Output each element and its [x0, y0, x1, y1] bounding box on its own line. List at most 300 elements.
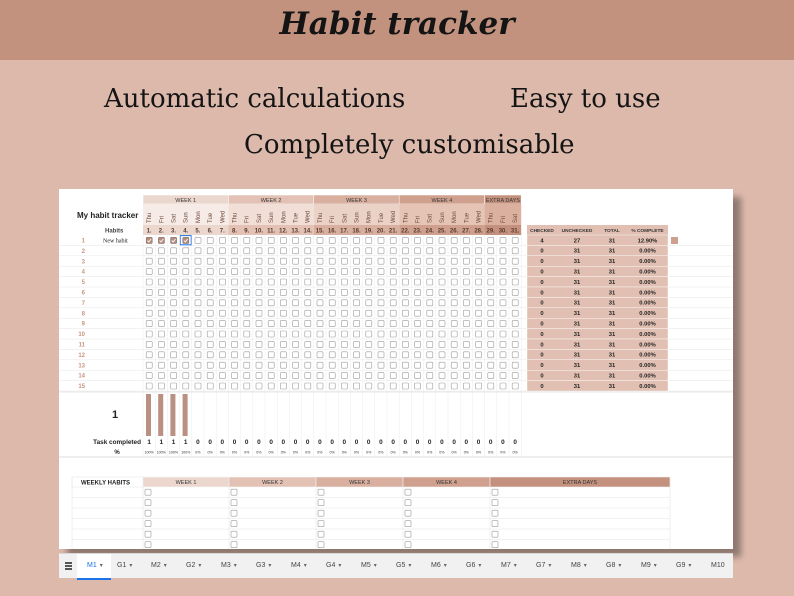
sheet-tab-m2[interactable]	[141, 554, 175, 578]
habit-checkbox[interactable]	[329, 383, 335, 389]
habit-checkbox[interactable]	[512, 373, 518, 379]
habit-checkbox[interactable]	[439, 321, 445, 327]
habit-checkbox[interactable]	[476, 331, 482, 337]
habit-checkbox[interactable]	[305, 248, 311, 254]
habit-checkbox[interactable]	[463, 269, 469, 275]
habit-checkbox[interactable]	[366, 279, 372, 285]
habit-checkbox[interactable]	[354, 373, 360, 379]
habit-checkbox[interactable]	[415, 310, 421, 316]
habit-checkbox[interactable]	[354, 352, 360, 358]
habit-checkbox[interactable]	[439, 258, 445, 264]
habit-checkbox[interactable]	[244, 289, 250, 295]
habit-checkbox[interactable]	[427, 258, 433, 264]
habit-checkbox[interactable]	[207, 362, 213, 368]
habit-checkbox[interactable]	[158, 289, 164, 295]
habit-checkbox[interactable]	[317, 289, 323, 295]
tab-menu-caret-icon[interactable]: ▾	[478, 563, 482, 569]
habit-checkbox[interactable]	[512, 321, 518, 327]
habit-checkbox[interactable]	[232, 279, 238, 285]
habit-checkbox[interactable]	[219, 373, 225, 379]
habit-checkbox[interactable]	[268, 237, 274, 243]
weekly-checkbox[interactable]	[318, 500, 324, 506]
habit-checkbox[interactable]	[512, 258, 518, 264]
habit-checkbox[interactable]	[219, 352, 225, 358]
habit-checkbox[interactable]	[280, 258, 286, 264]
habit-checkbox[interactable]	[415, 248, 421, 254]
habit-checkbox[interactable]	[219, 341, 225, 347]
habit-checkbox[interactable]	[207, 373, 213, 379]
habit-checkbox[interactable]	[378, 341, 384, 347]
habit-checkbox[interactable]	[232, 258, 238, 264]
tab-menu-caret-icon[interactable]: ▾	[443, 563, 447, 569]
habit-checkbox[interactable]	[232, 383, 238, 389]
habit-checkbox[interactable]	[146, 341, 152, 347]
tab-menu-caret-icon[interactable]: ▾	[548, 563, 552, 569]
habit-checkbox[interactable]	[280, 373, 286, 379]
habit-checkbox[interactable]	[171, 248, 177, 254]
habit-checkbox[interactable]	[293, 383, 299, 389]
weekly-checkbox[interactable]	[145, 531, 151, 537]
weekly-checkbox[interactable]	[318, 510, 324, 516]
habit-checkbox[interactable]	[390, 300, 396, 306]
habit-checkbox[interactable]	[366, 248, 372, 254]
habit-checkbox[interactable]	[341, 237, 347, 243]
habit-checkbox[interactable]	[402, 341, 408, 347]
habit-checkbox[interactable]	[232, 362, 238, 368]
weekly-checkbox[interactable]	[231, 542, 237, 548]
sheet-tab-g6[interactable]	[456, 554, 490, 578]
weekly-checkbox[interactable]	[145, 500, 151, 506]
habit-checkbox[interactable]	[390, 331, 396, 337]
habit-checkbox[interactable]	[476, 383, 482, 389]
all-sheets-icon[interactable]	[65, 562, 72, 569]
habit-checkbox[interactable]	[366, 310, 372, 316]
habit-checkbox[interactable]	[341, 383, 347, 389]
habit-checkbox[interactable]	[244, 237, 250, 243]
habit-checkbox[interactable]	[219, 300, 225, 306]
habit-checkbox[interactable]	[378, 248, 384, 254]
habit-checkbox[interactable]	[293, 237, 299, 243]
habit-checkbox[interactable]	[402, 258, 408, 264]
habit-checkbox[interactable]	[280, 352, 286, 358]
habit-checkbox[interactable]	[427, 352, 433, 358]
habit-checkbox[interactable]	[500, 269, 506, 275]
weekly-checkbox[interactable]	[492, 510, 498, 516]
habit-checkbox[interactable]	[207, 331, 213, 337]
habit-checkbox[interactable]	[329, 331, 335, 337]
habit-checkbox[interactable]	[512, 237, 518, 243]
habit-checkbox[interactable]	[451, 373, 457, 379]
habit-checkbox[interactable]	[280, 248, 286, 254]
weekly-checkbox[interactable]	[405, 521, 411, 527]
habit-checkbox[interactable]	[451, 237, 457, 243]
habit-checkbox[interactable]	[463, 248, 469, 254]
habit-checkbox[interactable]	[171, 269, 177, 275]
habit-checkbox[interactable]	[317, 279, 323, 285]
habit-checkbox[interactable]	[415, 321, 421, 327]
habit-checkbox[interactable]	[171, 258, 177, 264]
habit-checkbox[interactable]	[427, 341, 433, 347]
habit-checkbox[interactable]	[268, 331, 274, 337]
habit-checkbox[interactable]	[354, 237, 360, 243]
habit-checkbox[interactable]	[293, 341, 299, 347]
habit-checkbox[interactable]	[329, 352, 335, 358]
habit-checkbox[interactable]	[476, 300, 482, 306]
tab-menu-caret-icon[interactable]: ▾	[688, 563, 692, 569]
habit-checkbox[interactable]	[244, 248, 250, 254]
habit-checkbox[interactable]	[256, 300, 262, 306]
habit-checkbox[interactable]	[232, 331, 238, 337]
tab-menu-caret-icon[interactable]: ▾	[583, 563, 587, 569]
habit-checkbox[interactable]	[378, 279, 384, 285]
habit-checkbox[interactable]	[354, 300, 360, 306]
habit-checkbox[interactable]	[244, 310, 250, 316]
habit-checkbox[interactable]	[488, 362, 494, 368]
habit-checkbox[interactable]	[183, 258, 189, 264]
habit-checkbox[interactable]	[378, 237, 384, 243]
habit-checkbox[interactable]	[232, 269, 238, 275]
tab-menu-caret-icon[interactable]: ▾	[408, 563, 412, 569]
habit-checkbox[interactable]	[280, 362, 286, 368]
habit-checkbox[interactable]	[256, 373, 262, 379]
habit-checkbox[interactable]	[305, 321, 311, 327]
habit-checkbox[interactable]	[476, 341, 482, 347]
habit-checkbox[interactable]	[415, 300, 421, 306]
sheet-tab-g7[interactable]	[526, 554, 560, 578]
habit-checkbox[interactable]	[463, 331, 469, 337]
habit-checkbox[interactable]	[390, 352, 396, 358]
habit-checkbox[interactable]	[268, 341, 274, 347]
habit-checkbox[interactable]	[256, 258, 262, 264]
habit-checkbox[interactable]	[366, 383, 372, 389]
habit-checkbox[interactable]	[317, 237, 323, 243]
habit-checkbox[interactable]	[451, 279, 457, 285]
habit-checkbox[interactable]	[500, 300, 506, 306]
habit-checkbox[interactable]	[463, 258, 469, 264]
habit-checkbox[interactable]	[158, 352, 164, 358]
habit-checkbox[interactable]	[305, 383, 311, 389]
habit-checkbox[interactable]	[256, 248, 262, 254]
habit-checkbox[interactable]	[415, 362, 421, 368]
habit-checkbox[interactable]	[476, 279, 482, 285]
habit-checkbox[interactable]	[488, 258, 494, 264]
tab-menu-caret-icon[interactable]: ▾	[99, 563, 103, 569]
habit-checkbox[interactable]	[402, 373, 408, 379]
habit-checkbox[interactable]	[378, 373, 384, 379]
habit-checkbox[interactable]	[195, 383, 201, 389]
habit-checkbox[interactable]	[195, 269, 201, 275]
habit-checkbox[interactable]	[500, 352, 506, 358]
habit-checkbox[interactable]	[268, 289, 274, 295]
habit-checkbox[interactable]	[146, 373, 152, 379]
habit-checkbox[interactable]	[500, 258, 506, 264]
habit-checkbox[interactable]	[268, 258, 274, 264]
habit-checkbox[interactable]	[207, 341, 213, 347]
habit-checkbox[interactable]	[219, 258, 225, 264]
habit-checkbox[interactable]	[366, 321, 372, 327]
habit-checkbox[interactable]	[476, 310, 482, 316]
habit-checkbox[interactable]	[305, 331, 311, 337]
habit-checkbox[interactable]	[439, 362, 445, 368]
weekly-checkbox[interactable]	[318, 531, 324, 537]
habit-checkbox[interactable]	[158, 310, 164, 316]
habit-checkbox[interactable]	[256, 237, 262, 243]
habit-checkbox[interactable]	[183, 373, 189, 379]
sheet-tab-m6[interactable]	[421, 554, 455, 578]
habit-checkbox[interactable]	[427, 362, 433, 368]
weekly-checkbox[interactable]	[492, 489, 498, 495]
habit-checkbox[interactable]	[366, 258, 372, 264]
habit-checkbox[interactable]	[280, 279, 286, 285]
habit-checkbox[interactable]	[427, 279, 433, 285]
habit-checkbox[interactable]	[171, 341, 177, 347]
habit-checkbox[interactable]	[256, 331, 262, 337]
habit-checkbox[interactable]	[256, 362, 262, 368]
habit-checkbox[interactable]	[256, 352, 262, 358]
sheet-tab-m5[interactable]	[351, 554, 385, 578]
sheet-tab-m10[interactable]	[701, 554, 735, 578]
habit-checkbox[interactable]	[195, 300, 201, 306]
habit-checkbox[interactable]	[256, 279, 262, 285]
sheet-tab-g9[interactable]	[666, 554, 700, 578]
habit-checkbox[interactable]	[256, 269, 262, 275]
habit-checkbox[interactable]	[207, 248, 213, 254]
habit-checkbox[interactable]	[439, 279, 445, 285]
habit-checkbox[interactable]	[207, 289, 213, 295]
tab-menu-caret-icon[interactable]: ▾	[268, 563, 272, 569]
habit-checkbox[interactable]	[305, 269, 311, 275]
habit-checkbox[interactable]	[427, 383, 433, 389]
habit-checkbox[interactable]	[183, 300, 189, 306]
habit-checkbox[interactable]	[268, 373, 274, 379]
tab-menu-caret-icon[interactable]: ▾	[513, 563, 517, 569]
habit-checkbox[interactable]	[232, 321, 238, 327]
habit-checkbox[interactable]	[463, 289, 469, 295]
habit-checkbox[interactable]	[244, 300, 250, 306]
habit-checkbox[interactable]	[219, 362, 225, 368]
habit-checkbox[interactable]	[329, 289, 335, 295]
habit-checkbox[interactable]	[158, 258, 164, 264]
habit-checkbox[interactable]	[207, 269, 213, 275]
habit-checkbox[interactable]	[402, 289, 408, 295]
habit-checkbox[interactable]	[183, 310, 189, 316]
habit-checkbox[interactable]	[512, 383, 518, 389]
habit-checkbox[interactable]	[219, 383, 225, 389]
sheet-tab-g3[interactable]	[246, 554, 280, 578]
habit-checkbox[interactable]	[463, 362, 469, 368]
habit-checkbox[interactable]	[207, 279, 213, 285]
habit-checkbox[interactable]	[207, 383, 213, 389]
habit-checkbox[interactable]	[158, 341, 164, 347]
habit-checkbox[interactable]	[402, 310, 408, 316]
habit-checkbox[interactable]	[341, 352, 347, 358]
habit-checkbox[interactable]	[195, 341, 201, 347]
habit-checkbox[interactable]	[476, 362, 482, 368]
habit-checkbox[interactable]	[451, 331, 457, 337]
habit-checkbox[interactable]	[500, 248, 506, 254]
habit-checkbox[interactable]	[488, 300, 494, 306]
habit-checkbox[interactable]	[427, 310, 433, 316]
habit-checkbox[interactable]	[366, 362, 372, 368]
habit-checkbox[interactable]	[232, 352, 238, 358]
habit-checkbox[interactable]	[171, 289, 177, 295]
habit-checkbox[interactable]	[427, 373, 433, 379]
habit-checkbox[interactable]	[171, 352, 177, 358]
habit-checkbox[interactable]	[390, 279, 396, 285]
habit-checkbox[interactable]	[354, 383, 360, 389]
habit-checkbox[interactable]	[305, 341, 311, 347]
habit-checkbox[interactable]	[488, 352, 494, 358]
habit-checkbox[interactable]	[476, 321, 482, 327]
habit-checkbox[interactable]	[366, 331, 372, 337]
habit-checkbox[interactable]	[207, 321, 213, 327]
habit-checkbox[interactable]	[354, 341, 360, 347]
habit-checkbox[interactable]	[488, 341, 494, 347]
habit-checkbox[interactable]	[219, 237, 225, 243]
habit-checkbox[interactable]	[341, 300, 347, 306]
habit-checkbox[interactable]	[341, 279, 347, 285]
habit-checkbox[interactable]	[341, 258, 347, 264]
habit-checkbox[interactable]	[293, 321, 299, 327]
habit-checkbox[interactable]	[415, 258, 421, 264]
habit-checkbox[interactable]	[463, 373, 469, 379]
habit-checkbox[interactable]	[244, 258, 250, 264]
habit-checkbox[interactable]	[317, 373, 323, 379]
habit-checkbox[interactable]	[354, 362, 360, 368]
habit-checkbox[interactable]	[317, 269, 323, 275]
habit-checkbox[interactable]	[293, 310, 299, 316]
habit-checkbox[interactable]	[158, 248, 164, 254]
habit-checkbox[interactable]	[195, 352, 201, 358]
habit-checkbox[interactable]	[451, 383, 457, 389]
habit-checkbox[interactable]	[512, 341, 518, 347]
habit-checkbox[interactable]	[476, 258, 482, 264]
habit-checkbox[interactable]	[183, 269, 189, 275]
habit-checkbox[interactable]	[341, 341, 347, 347]
habit-checkbox[interactable]	[415, 289, 421, 295]
habit-checkbox[interactable]	[280, 321, 286, 327]
habit-checkbox[interactable]	[366, 300, 372, 306]
habit-checkbox[interactable]	[463, 352, 469, 358]
habit-checkbox[interactable]	[427, 321, 433, 327]
habit-checkbox[interactable]	[158, 383, 164, 389]
habit-checkbox[interactable]	[500, 383, 506, 389]
tab-menu-caret-icon[interactable]: ▾	[303, 563, 307, 569]
habit-checkbox[interactable]	[256, 341, 262, 347]
habit-checkbox[interactable]	[354, 289, 360, 295]
habit-checkbox[interactable]	[317, 310, 323, 316]
habit-checkbox[interactable]	[500, 310, 506, 316]
habit-checkbox[interactable]	[293, 248, 299, 254]
weekly-checkbox[interactable]	[231, 510, 237, 516]
habit-checkbox[interactable]	[293, 279, 299, 285]
habit-checkbox[interactable]	[354, 310, 360, 316]
habit-checkbox[interactable]	[183, 279, 189, 285]
habit-checkbox[interactable]	[439, 300, 445, 306]
habit-checkbox[interactable]	[329, 310, 335, 316]
habit-checkbox[interactable]	[415, 237, 421, 243]
weekly-checkbox[interactable]	[145, 489, 151, 495]
habit-checkbox[interactable]	[415, 373, 421, 379]
habit-checkbox[interactable]	[402, 279, 408, 285]
habit-checkbox[interactable]	[293, 258, 299, 264]
habit-checkbox[interactable]	[488, 310, 494, 316]
sheet-tab-m8[interactable]	[561, 554, 595, 578]
sheet-tab-m7[interactable]	[491, 554, 525, 578]
habit-checkbox[interactable]	[366, 352, 372, 358]
habit-checkbox[interactable]	[183, 289, 189, 295]
habit-checkbox[interactable]	[439, 248, 445, 254]
habit-checkbox[interactable]	[488, 248, 494, 254]
habit-checkbox[interactable]	[146, 269, 152, 275]
habit-checkbox[interactable]	[183, 237, 189, 243]
habit-checkbox[interactable]	[402, 300, 408, 306]
habit-checkbox[interactable]	[195, 237, 201, 243]
habit-checkbox[interactable]	[390, 269, 396, 275]
habit-checkbox[interactable]	[512, 269, 518, 275]
habit-checkbox[interactable]	[171, 310, 177, 316]
habit-checkbox[interactable]	[354, 321, 360, 327]
weekly-checkbox[interactable]	[231, 489, 237, 495]
habit-checkbox[interactable]	[207, 300, 213, 306]
habit-checkbox[interactable]	[439, 331, 445, 337]
habit-checkbox[interactable]	[463, 383, 469, 389]
habit-checkbox[interactable]	[415, 279, 421, 285]
habit-checkbox[interactable]	[476, 237, 482, 243]
tab-menu-caret-icon[interactable]: ▾	[198, 563, 202, 569]
habit-checkbox[interactable]	[378, 300, 384, 306]
habit-checkbox[interactable]	[146, 383, 152, 389]
weekly-checkbox[interactable]	[145, 510, 151, 516]
weekly-checkbox[interactable]	[405, 510, 411, 516]
habit-checkbox[interactable]	[244, 279, 250, 285]
habit-checkbox[interactable]	[390, 289, 396, 295]
habit-checkbox[interactable]	[378, 310, 384, 316]
sheet-tab-g5[interactable]	[386, 554, 420, 578]
habit-checkbox[interactable]	[500, 321, 506, 327]
habit-checkbox[interactable]	[268, 300, 274, 306]
weekly-checkbox[interactable]	[318, 521, 324, 527]
habit-checkbox[interactable]	[329, 362, 335, 368]
habit-checkbox[interactable]	[451, 258, 457, 264]
habit-checkbox[interactable]	[341, 362, 347, 368]
habit-checkbox[interactable]	[207, 352, 213, 358]
habit-checkbox[interactable]	[293, 362, 299, 368]
habit-checkbox[interactable]	[317, 321, 323, 327]
weekly-checkbox[interactable]	[405, 531, 411, 537]
habit-checkbox[interactable]	[183, 383, 189, 389]
habit-checkbox[interactable]	[439, 310, 445, 316]
habit-checkbox[interactable]	[512, 331, 518, 337]
habit-checkbox[interactable]	[390, 310, 396, 316]
habit-checkbox[interactable]	[158, 321, 164, 327]
habit-checkbox[interactable]	[207, 237, 213, 243]
habit-checkbox[interactable]	[366, 289, 372, 295]
habit-checkbox[interactable]	[366, 373, 372, 379]
weekly-checkbox[interactable]	[145, 542, 151, 548]
habit-checkbox[interactable]	[402, 383, 408, 389]
habit-name[interactable]: New habit	[103, 238, 128, 245]
weekly-checkbox[interactable]	[405, 500, 411, 506]
habit-checkbox[interactable]	[268, 352, 274, 358]
habit-checkbox[interactable]	[354, 258, 360, 264]
habit-checkbox[interactable]	[512, 362, 518, 368]
habit-checkbox[interactable]	[280, 237, 286, 243]
habit-checkbox[interactable]	[256, 383, 262, 389]
weekly-checkbox[interactable]	[231, 531, 237, 537]
habit-checkbox[interactable]	[280, 269, 286, 275]
habit-checkbox[interactable]	[146, 321, 152, 327]
